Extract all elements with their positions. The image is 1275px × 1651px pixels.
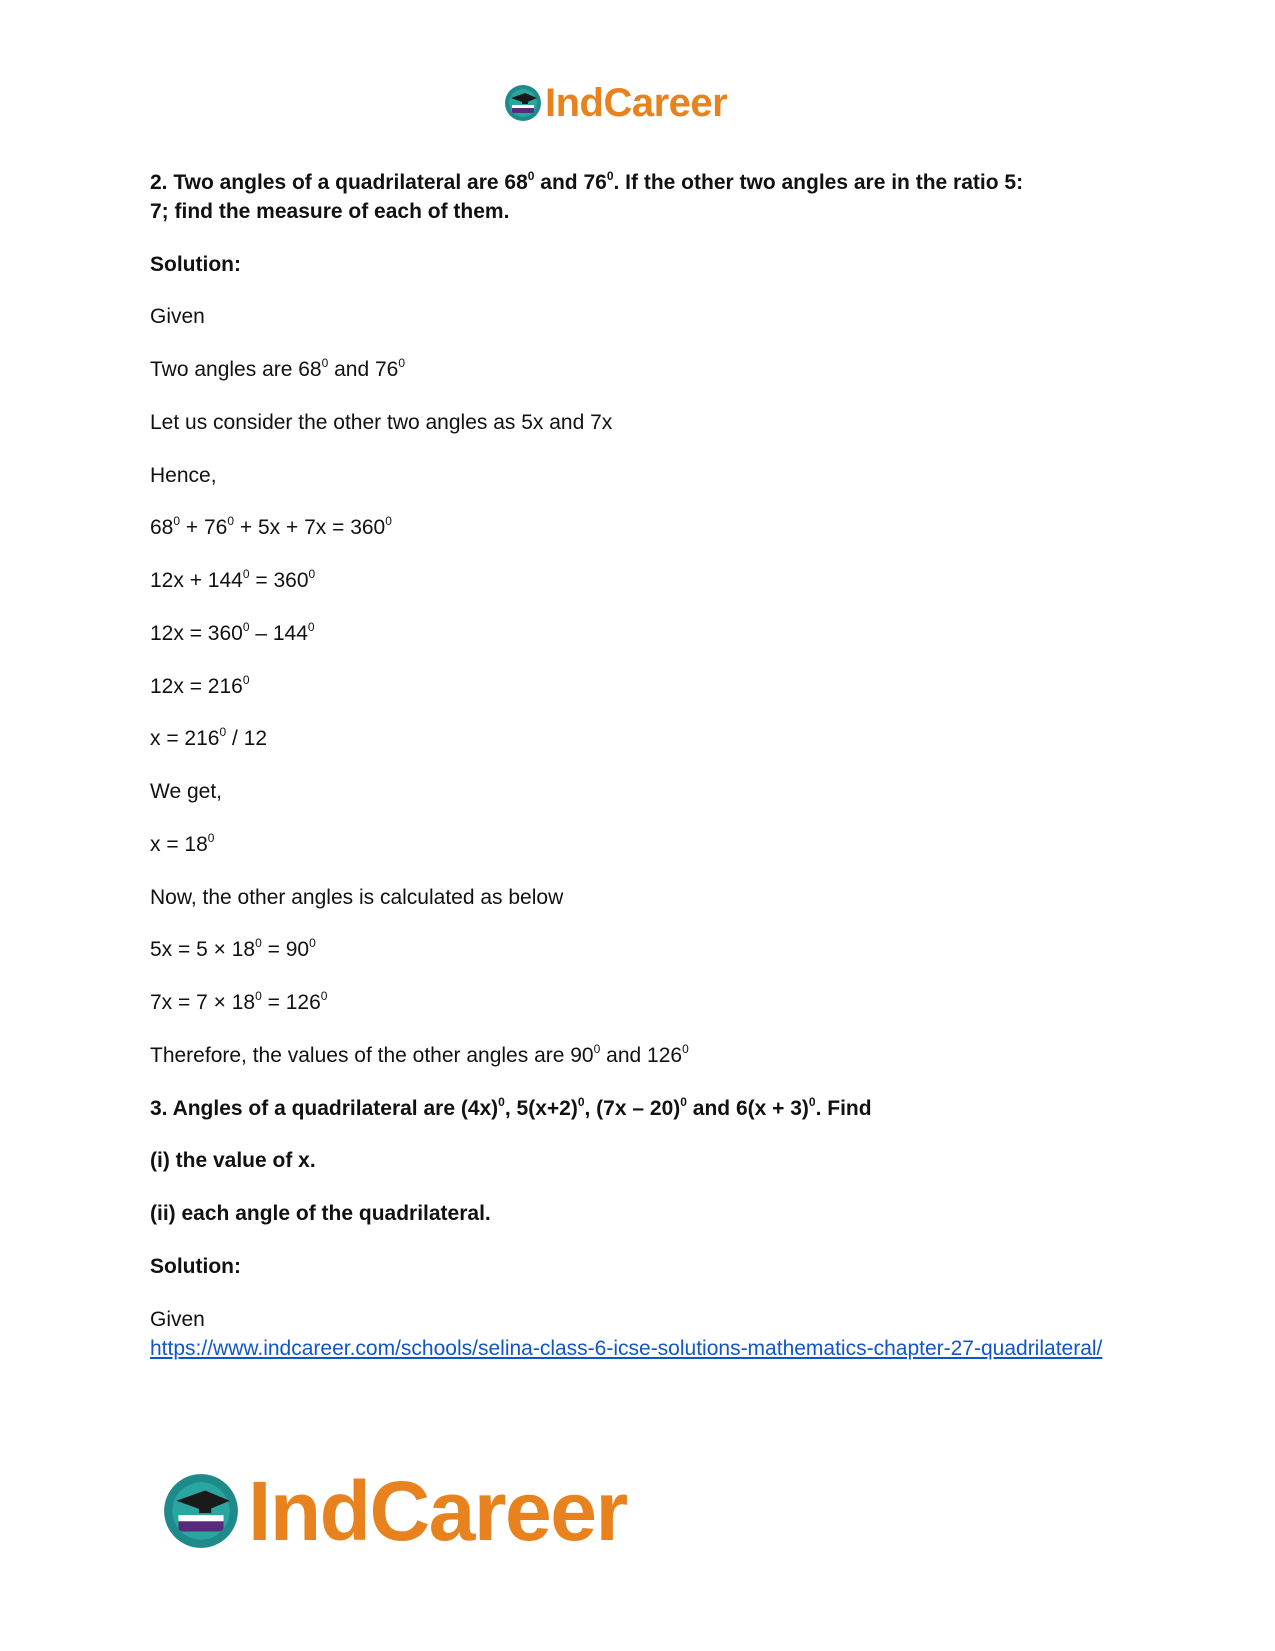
footer-logo: [160, 1463, 627, 1558]
we-get-label: We get,: [150, 780, 222, 803]
given-label-3: Given: [150, 1308, 205, 1331]
logo-wordmark: IndCareer: [545, 80, 728, 125]
question-3-part-i: (i) the value of x.: [150, 1149, 316, 1172]
question-2-line-1: 2. Two angles of a quadrilateral are $68^0$ and $76^0$. If the other two angles are in the ratio 5:: [150, 169, 1024, 194]
question-3-line-1: 3. Angles of a quadrilateral are $(4x)^0$, $5(x+2)^0$, (7x – 20)$^0$ and $6(x + 3)^0$. Find: [150, 1095, 872, 1120]
equation-6: $x = 18^0$: [150, 831, 215, 856]
equation-7: $5x = 5 \times 18^0 = 90^0$: [150, 936, 316, 961]
header-logo: [503, 80, 727, 126]
equation-8: $7x = 7 \times 18^0 = 126^0$: [150, 989, 328, 1014]
equation-1: $68^0 + 76^0 + 5x + 7x = 360^0$: [150, 514, 392, 539]
conclusion: Therefore, the values of the other angles are $90^0$ and $126^0$: [150, 1042, 689, 1067]
now-statement: Now, the other angles is calculated as below: [150, 886, 564, 909]
equation-2: $12x + 144^0 = 360^0$: [150, 567, 316, 592]
hence-label: Hence,: [150, 464, 217, 487]
question-3-part-ii: (ii) each angle of the quadrilateral.: [150, 1202, 491, 1225]
given-angles: Two angles are $68^0$ and $76^0$: [150, 356, 406, 381]
graduation-cap-book-icon: [503, 83, 543, 123]
solution-heading-3: Solution:: [150, 1255, 241, 1278]
equation-3: $12x = 360^0 - 144^0$: [150, 620, 315, 645]
consider-statement: Let us consider the other two angles as 5x and 7x: [150, 411, 613, 434]
graduation-cap-book-icon: [160, 1470, 242, 1552]
source-url-link[interactable]: https://www.indcareer.com/schools/selina-class-6-icse-solutions-mathematics-chapter-27-quadrilateral/: [150, 1337, 1103, 1360]
given-label: Given: [150, 305, 205, 328]
logo-wordmark: IndCareer: [248, 1463, 627, 1558]
equation-5: $x = 216^0 / 12$: [150, 725, 268, 750]
solution-heading: Solution:: [150, 253, 241, 276]
equation-4: $12x = 216^0$: [150, 673, 250, 698]
question-2-line-2: 7; find the measure of each of them.: [150, 200, 510, 223]
